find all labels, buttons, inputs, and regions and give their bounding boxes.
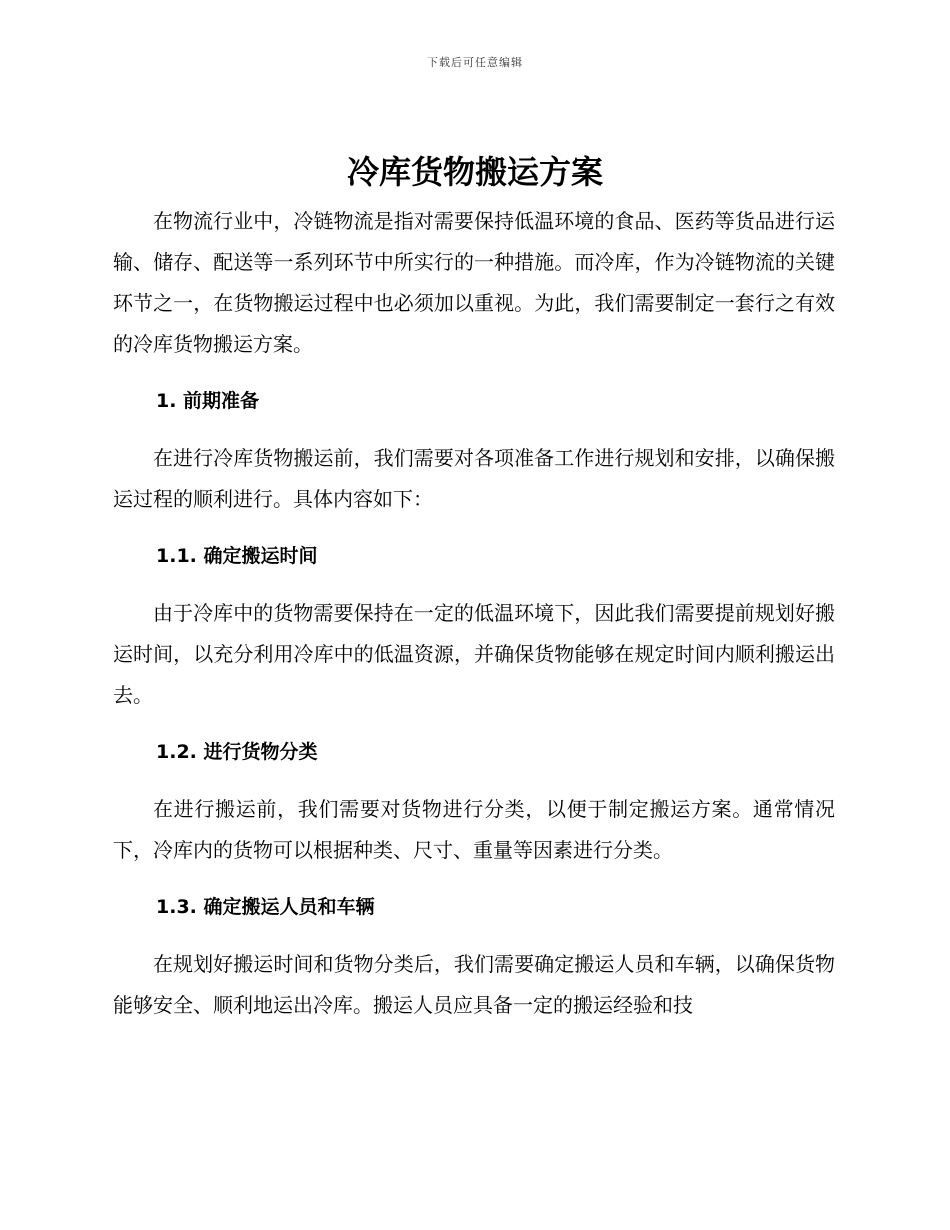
section-paragraph-preparation: 在进行冷库货物搬运前，我们需要对各项准备工作进行规划和安排，以确保搬运过程的顺利进行。具体内容如下： (113, 446, 835, 511)
section-heading-time: 1.1. 确定搬运时间 (156, 545, 318, 567)
header-note: 下载后可任意编辑 (427, 56, 523, 69)
section-paragraph-time: 由于冷库中的货物需要保持在一定的低温环境下，因此我们需要提前规划好搬运时间，以充分利用冷库中的低温资源，并确保货物能够在规定时间内顺利搬运出去。 (113, 601, 835, 707)
intro-paragraph: 在物流行业中，冷链物流是指对需要保持低温环境的食品、医药等货品进行运输、储存、配送等一系列环节中所实行的一种措施。而冷库，作为冷链物流的关键环节之一，在货物搬运过程中也必须加以重视。为此，我们需要制定一套行之有效的冷库货物搬运方案。 (113, 209, 835, 356)
document-title: 冷库货物搬运方案 (346, 153, 603, 191)
section-paragraph-classification: 在进行搬运前，我们需要对货物进行分类，以便于制定搬运方案。通常情况下，冷库内的货物可以根据种类、尺寸、重量等因素进行分类。 (113, 797, 835, 862)
section-heading-classification: 1.2. 进行货物分类 (156, 741, 318, 763)
document-body (113, 201, 835, 1026)
section-heading-staff-vehicles: 1.3. 确定搬运人员和车辆 (156, 896, 375, 918)
section-paragraph-staff-vehicles: 在规划好搬运时间和货物分类后，我们需要确定搬运人员和车辆，以确保货物能够安全、顺利地运出冷库。搬运人员应具备一定的搬运经验和技 (113, 952, 835, 1017)
section-heading-preparation: 1. 前期准备 (156, 390, 260, 412)
